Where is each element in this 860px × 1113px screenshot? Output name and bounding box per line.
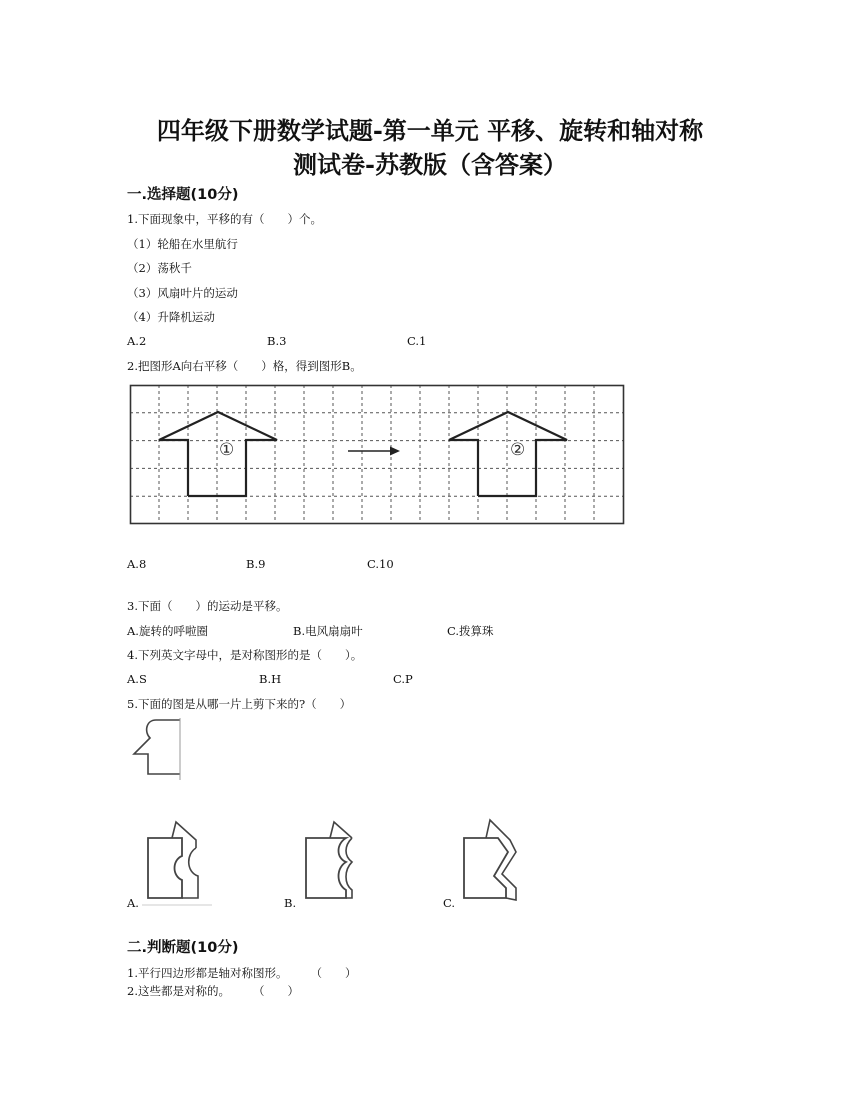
section-2-heading: 二.判断题(10分) [127,940,239,956]
q2-grid-figure [130,385,625,525]
q1-option-c: C.1 [407,334,427,348]
q5-option-a: A. [127,896,139,910]
q3-stem: 3.下面（ ）的运动是平移。 [127,599,288,613]
q2-option-b: B.9 [246,557,266,571]
cutout-figure [128,716,184,782]
page-subtitle: 测试卷-苏教版（含答案） [293,150,567,179]
q4-stem: 4.下列英文字母中，是对称图形的是（ ）。 [127,648,363,662]
judge-q2: 2.这些都是对称的。 （ ） [127,984,299,998]
q3-option-b: B.电风扇扇叶 [293,624,363,638]
arrow-shape-2 [449,412,567,496]
q1-stem: 1.下面现象中，平移的有（ ）个。 [127,212,322,226]
q1-item-4: （4）升降机运动 [127,310,215,324]
q1-item-3: （3）风扇叶片的运动 [127,286,238,300]
q3-option-a: A.旋转的呼啦圈 [127,624,208,638]
arrow-shape-1 [159,412,277,496]
q5-stem: 5.下面的图是从哪一片上剪下来的?（ ） [127,697,352,711]
q4-option-c: C.P [393,672,413,686]
q5-option-b: B. [284,896,297,910]
q2-option-c: C.10 [367,557,394,571]
q1-option-a: A.2 [127,334,147,348]
q2-option-a: A.8 [127,557,147,571]
q1-option-b: B.3 [267,334,287,348]
shape-2-label: ② [510,440,526,460]
q2-stem: 2.把图形A向右平移（ ）格，得到图形B。 [127,359,362,373]
q4-option-b: B.H [259,672,282,686]
section-1-heading: 一.选择题(10分) [127,187,239,203]
option-b-paper [300,818,370,908]
q3-option-c: C.拨算珠 [447,624,494,638]
q1-item-2: （2）荡秋千 [127,261,192,275]
q1-item-1: （1）轮船在水里航行 [127,237,238,251]
option-c-paper [458,818,528,908]
right-arrow-icon [348,447,400,456]
page-title: 四年级下册数学试题-第一单元 平移、旋转和轴对称 [156,116,704,145]
shape-1-label: ① [219,440,235,460]
q5-option-c: C. [443,896,456,910]
q4-option-a: A.S [127,672,147,686]
judge-q1: 1.平行四边形都是轴对称图形。 （ ） [127,966,357,980]
option-a-paper [142,818,212,908]
